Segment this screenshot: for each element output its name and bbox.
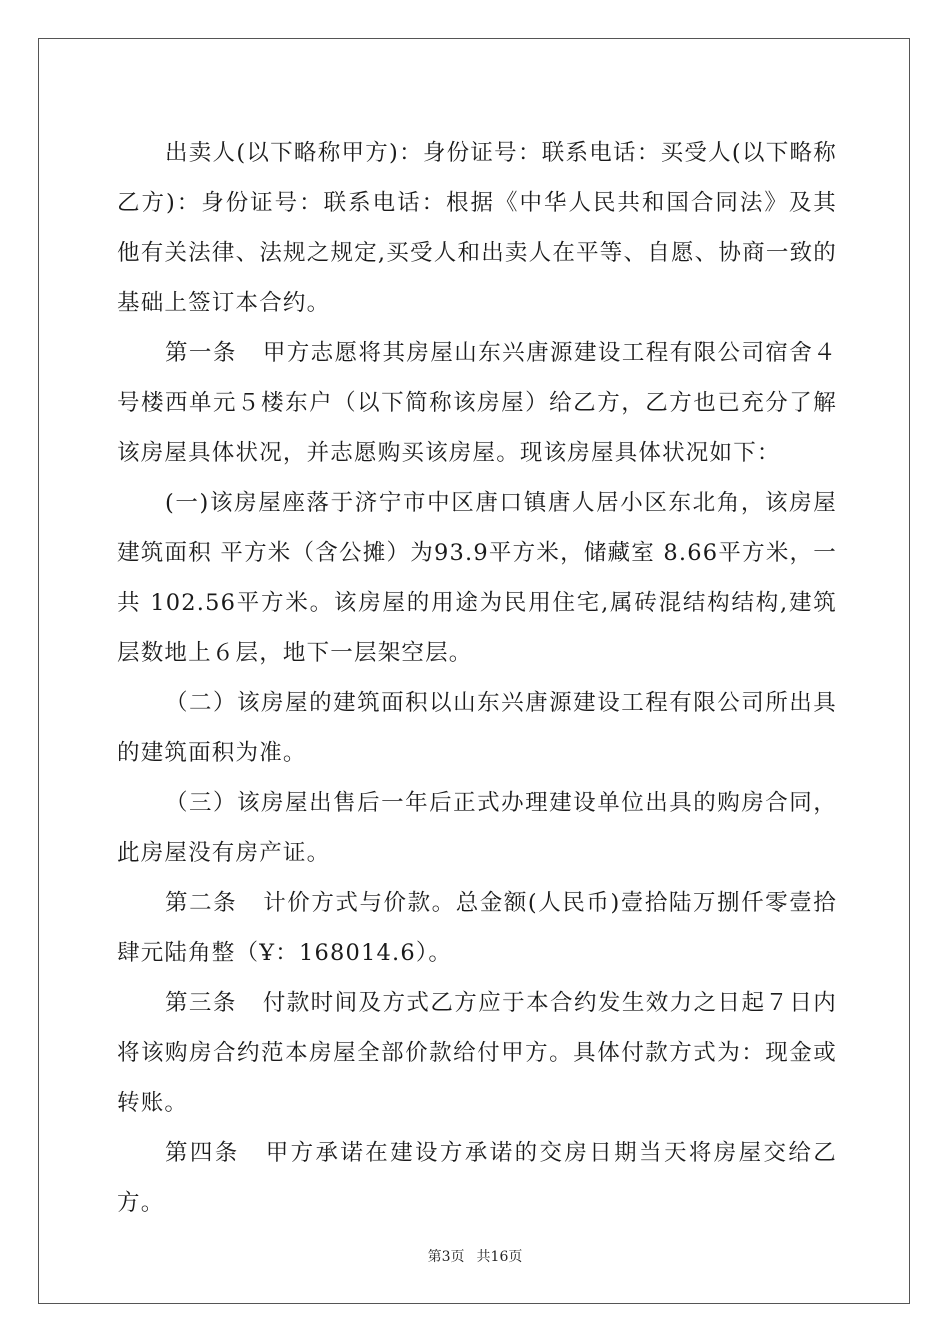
- page-footer: [0, 1246, 950, 1266]
- paragraph-text: (一)该房屋座落于济宁市中区唐口镇唐人居小区东北角，该房屋建筑面积 平方米（含公摊）为93.9平方米，储藏室 8.66平方米，一共 102.56平方米。该房屋的用途为民用住宅,属砖混结构结构,建筑层数地上６层，地下一层架空层。: [117, 490, 837, 666]
- paragraph-text: 甲方承诺在建设方承诺的交房日期当天将房屋交给乙方。: [117, 1140, 837, 1216]
- page-total: 共16页: [476, 1249, 523, 1265]
- paragraph-item-3: [117, 778, 837, 878]
- paragraph-text: 计价方式与价款。总金额(人民币)壹拾陆万捌仟零壹拾肆元陆角整（Ұ：168014.6）。: [117, 890, 837, 966]
- paragraph-text: 甲方志愿将其房屋山东兴唐源建设工程有限公司宿舍４号楼西单元５楼东户（以下简称该房屋）给乙方，乙方也已充分了解该房屋具体状况，并志愿购买该房屋。现该房屋具体状况如下：: [117, 340, 837, 466]
- page-number: 第3页: [427, 1249, 465, 1265]
- paragraph-text: 出卖人(以下略称甲方)：身份证号：联系电话：买受人(以下略称乙方)：身份证号：联系电话：根据《中华人民共和国合同法》及其他有关法律、法规之规定,买受人和出卖人在平等、自愿、协商一致的基础上签订本合约。: [117, 140, 837, 316]
- paragraph-text: （三）该房屋出售后一年后正式办理建设单位出具的购房合同，此房屋没有房产证。: [117, 790, 837, 866]
- paragraph-text: 付款时间及方式乙方应于本合约发生效力之日起７日内将该购房合约范本房屋全部价款给付甲方。具体付款方式为：现金或转账。: [117, 990, 837, 1116]
- paragraph-item-2: [117, 678, 837, 778]
- article-number: 第四条: [165, 1140, 240, 1166]
- paragraph-article-3: [117, 978, 837, 1128]
- paragraph-text: （二）该房屋的建筑面积以山东兴唐源建设工程有限公司所出具的建筑面积为准。: [117, 690, 837, 766]
- paragraph-article-1: [117, 328, 837, 478]
- article-number: 第一条: [165, 340, 237, 366]
- paragraph-item-1: [117, 478, 837, 678]
- paragraph-article-4: [117, 1128, 837, 1228]
- paragraph-article-2: [117, 878, 837, 978]
- article-number: 第三条: [165, 990, 237, 1016]
- article-number: 第二条: [165, 890, 238, 916]
- document-body: [117, 128, 837, 1228]
- paragraph-preamble: [117, 128, 837, 328]
